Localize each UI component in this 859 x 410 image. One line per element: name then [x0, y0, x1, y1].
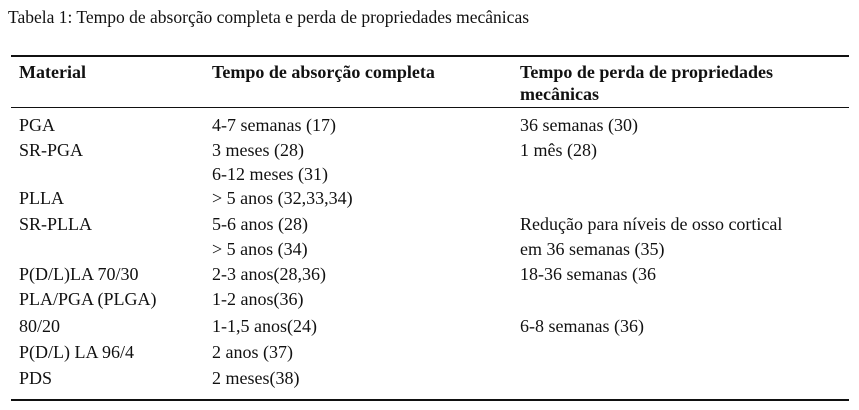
table-bottom-rule	[11, 399, 849, 401]
header-property-loss-line-2: mecânicas	[520, 84, 599, 104]
cell-loss: 36 semanas (30)	[520, 115, 638, 135]
cell-absorption: 1-2 anos(36)	[212, 289, 304, 309]
cell-material: PGA	[19, 115, 56, 135]
header-absorption-time: Tempo de absorção completa	[212, 62, 435, 82]
cell-absorption: 2 meses(38)	[212, 368, 300, 388]
header-property-loss-time	[520, 61, 773, 105]
cell-loss: Redução para níveis de osso cortical	[520, 214, 783, 234]
cell-absorption: 2 anos (37)	[212, 342, 293, 362]
table-top-rule	[11, 55, 849, 57]
cell-material: PLA/PGA (PLGA)	[19, 289, 157, 309]
cell-material: SR-PGA	[19, 140, 84, 160]
cell-loss: 6-8 semanas (36)	[520, 316, 644, 336]
cell-material: SR-PLLA	[19, 214, 93, 234]
cell-loss: 18-36 semanas (36	[520, 264, 656, 284]
cell-material: P(D/L)LA 70/30	[19, 264, 139, 284]
cell-material: PLLA	[19, 188, 64, 208]
table-header-rule	[11, 107, 849, 108]
cell-absorption: 4-7 semanas (17)	[212, 115, 336, 135]
header-property-loss-line-1: Tempo de perda de propriedades	[520, 62, 774, 82]
cell-absorption: > 5 anos (34)	[212, 239, 308, 259]
cell-absorption: > 5 anos (32,33,34)	[212, 188, 353, 208]
header-material: Material	[19, 62, 86, 82]
cell-material: PDS	[19, 368, 53, 388]
cell-loss: em 36 semanas (35)	[520, 239, 665, 259]
cell-absorption: 6-12 meses (31)	[212, 164, 328, 184]
cell-material: P(D/L) LA 96/4	[19, 342, 134, 362]
cell-loss: 1 mês (28)	[520, 140, 597, 160]
table-caption: Tabela 1: Tempo de absorção completa e perda de propriedades mecânicas	[8, 7, 530, 27]
cell-absorption: 2-3 anos(28,36)	[212, 264, 326, 284]
cell-absorption: 3 meses (28)	[212, 140, 304, 160]
cell-material: 80/20	[19, 316, 61, 336]
cell-absorption: 1-1,5 anos(24)	[212, 316, 317, 336]
cell-absorption: 5-6 anos (28)	[212, 214, 308, 234]
